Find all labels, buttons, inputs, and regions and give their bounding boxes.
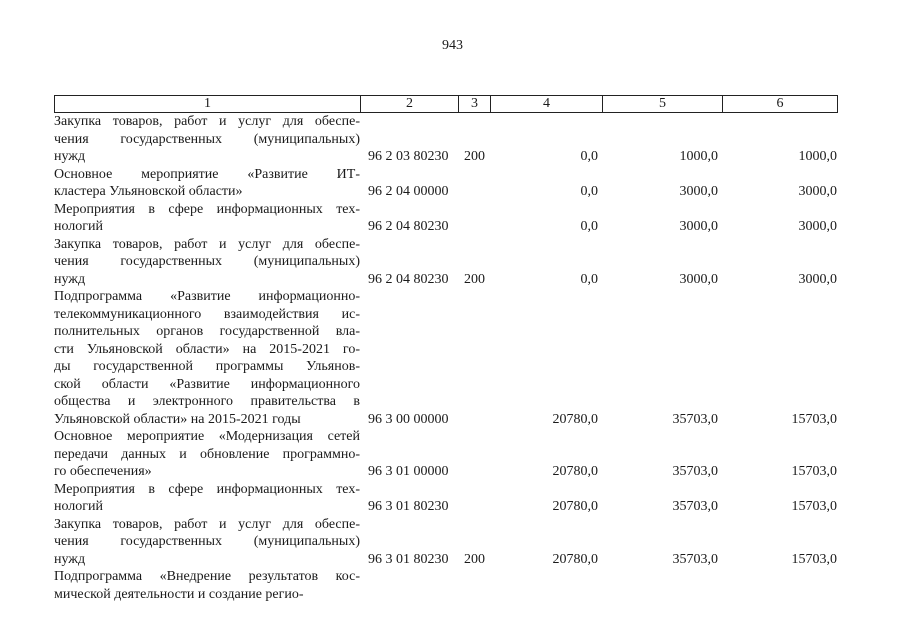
- description-line: чения государственных (муниципальных): [54, 254, 360, 269]
- row-value-col5: 35703,0: [672, 464, 718, 479]
- page-number: 943: [442, 38, 463, 53]
- row-value-col6: 3000,0: [798, 184, 837, 199]
- header-col-2: 2: [361, 96, 459, 112]
- row-code: 96 2 03 80230: [368, 149, 449, 164]
- table-row: [54, 568, 854, 603]
- description-line: общества и электронного правительства в: [54, 394, 360, 409]
- row-value-col5: 1000,0: [679, 149, 718, 164]
- row-description: [54, 113, 360, 166]
- description-line: Закупка товаров, работ и услуг для обеспе-: [54, 114, 360, 129]
- description-line: Основное мероприятие «Модернизация сетей: [54, 429, 360, 444]
- table-row: [54, 201, 854, 236]
- description-line: мической деятельности и создание регио-: [54, 586, 304, 602]
- description-line: нологий: [54, 219, 104, 234]
- header-col-4: 4: [491, 96, 603, 112]
- description-line: сти Ульяновской области» на 2015-2021 го-: [54, 341, 360, 357]
- header-col-3: 3: [459, 96, 491, 112]
- table-row: [54, 481, 854, 516]
- row-code: 96 3 01 80230: [368, 551, 449, 567]
- row-description: [54, 568, 360, 603]
- row-description: [54, 166, 360, 201]
- description-line: нужд: [54, 271, 86, 287]
- description-line: ды государственной программы Ульянов-: [54, 359, 360, 374]
- table-row: [54, 428, 854, 481]
- row-value-col6: 15703,0: [791, 411, 837, 427]
- row-value-col4: 0,0: [580, 184, 598, 199]
- description-line: чения государственных (муниципальных): [54, 534, 360, 549]
- table-body: [54, 113, 854, 603]
- row-description: [54, 428, 360, 481]
- description-line: полнительных органов государственной вла-: [54, 324, 360, 339]
- table-row: [54, 288, 854, 428]
- row-expense-type: 200: [464, 551, 485, 567]
- table-row: [54, 516, 854, 569]
- header-col-5: 5: [603, 96, 723, 112]
- table-row: [54, 166, 854, 201]
- description-line: нужд: [54, 149, 86, 164]
- description-line: чения государственных (муниципальных): [54, 131, 360, 147]
- description-line: нужд: [54, 551, 86, 567]
- row-value-col4: 0,0: [580, 149, 598, 164]
- row-value-col5: 3000,0: [679, 271, 718, 287]
- row-description: [54, 201, 360, 236]
- table-header: [54, 95, 838, 113]
- description-line: кластера Ульяновской области»: [54, 184, 243, 199]
- description-line: Мероприятия в сфере информационных тех-: [54, 201, 360, 217]
- row-code: 96 3 01 80230: [368, 499, 449, 514]
- row-value-col6: 3000,0: [798, 219, 837, 234]
- description-line: Подпрограмма «Внедрение результатов кос-: [54, 569, 360, 584]
- table-row: [54, 236, 854, 289]
- row-value-col4: 0,0: [580, 271, 598, 287]
- row-value-col6: 15703,0: [791, 499, 837, 514]
- description-line: ской области «Развитие информационного: [54, 376, 360, 392]
- row-value-col4: 20780,0: [552, 499, 598, 514]
- description-line: нологий: [54, 499, 104, 514]
- row-value-col6: 15703,0: [791, 551, 837, 567]
- description-line: передачи данных и обновление программно-: [54, 446, 360, 462]
- row-description: [54, 236, 360, 289]
- row-value-col5: 35703,0: [672, 499, 718, 514]
- row-description: [54, 516, 360, 569]
- row-expense-type: 200: [464, 149, 485, 164]
- row-value-col5: 35703,0: [672, 411, 718, 427]
- row-value-col5: 3000,0: [679, 219, 718, 234]
- row-code: 96 2 04 80230: [368, 271, 449, 287]
- description-line: Мероприятия в сфере информационных тех-: [54, 481, 360, 497]
- description-line: Ульяновской области» на 2015-2021 годы: [54, 411, 301, 427]
- row-code: 96 2 04 80230: [368, 219, 449, 234]
- table-row: [54, 113, 854, 166]
- row-value-col4: 20780,0: [552, 464, 598, 479]
- row-value-col4: 0,0: [580, 219, 598, 234]
- description-line: телекоммуникационного взаимодействия ис-: [54, 306, 360, 322]
- description-line: Подпрограмма «Развитие информационно-: [54, 289, 360, 304]
- description-line: Основное мероприятие «Развитие ИТ-: [54, 166, 360, 182]
- description-line: Закупка товаров, работ и услуг для обеспе-: [54, 236, 360, 252]
- row-expense-type: 200: [464, 271, 485, 287]
- row-value-col6: 3000,0: [798, 271, 837, 287]
- row-value-col6: 15703,0: [791, 464, 837, 479]
- row-value-col4: 20780,0: [552, 411, 598, 427]
- row-code: 96 3 01 00000: [368, 464, 449, 479]
- header-col-6: 6: [776, 96, 784, 111]
- row-code: 96 3 00 00000: [368, 411, 449, 427]
- row-code: 96 2 04 00000: [368, 184, 449, 199]
- description-line: Закупка товаров, работ и услуг для обеспе-: [54, 516, 360, 532]
- row-value-col6: 1000,0: [798, 149, 837, 164]
- row-description: [54, 288, 360, 428]
- row-value-col5: 35703,0: [672, 551, 718, 567]
- header-col-1: 1: [55, 96, 361, 112]
- row-value-col5: 3000,0: [679, 184, 718, 199]
- row-value-col4: 20780,0: [552, 551, 598, 567]
- description-line: го обеспечения»: [54, 464, 152, 479]
- row-description: [54, 481, 360, 516]
